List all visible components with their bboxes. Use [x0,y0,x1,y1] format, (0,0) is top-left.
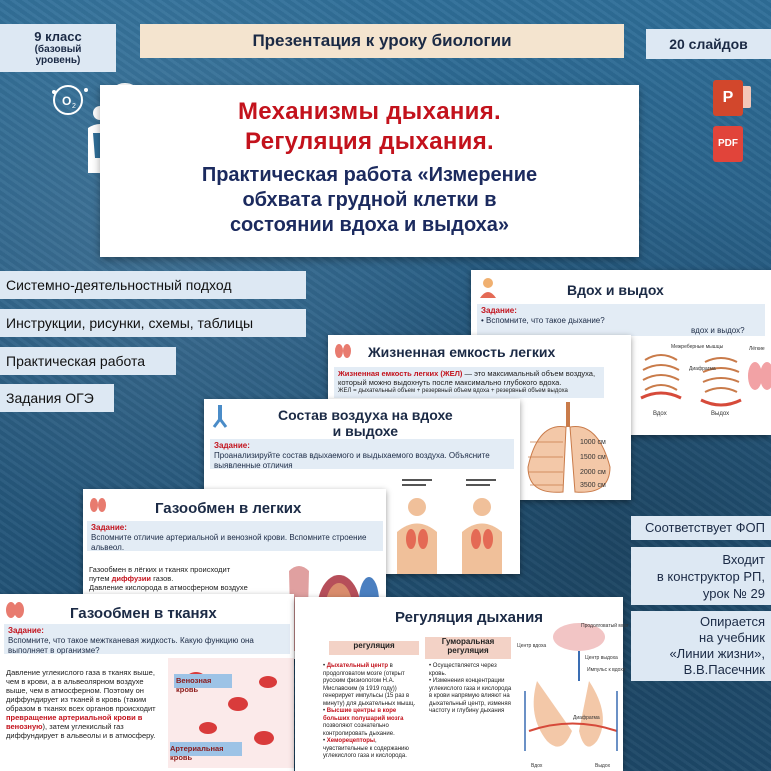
task-label: Задание: [8,626,44,635]
textbook-line2: на учебник [699,630,765,645]
lungs-icon [334,341,352,359]
lung-volume-diagram [518,397,628,497]
definition [334,367,604,398]
air-composition-figure [382,477,520,574]
title-line5: состоянии вдоха и выдоха» [229,214,510,236]
level-line1: (базовый [34,44,82,55]
svg-text:Вдох: Вдох [531,763,543,769]
task-label: Задание: [214,441,250,450]
trachea-icon [212,405,228,427]
task-box [210,439,514,469]
feature-oge: Задания ОГЭ [0,384,114,412]
slide-title [278,407,453,439]
svg-text:Вдох: Вдох [653,411,667,417]
task-label: Задание: [481,306,517,315]
task-text-2: вдох и выдох? [691,326,745,335]
svg-text:Центр выдоха: Центр выдоха [585,655,618,661]
svg-text:2000 см: 2000 см [580,469,606,476]
textbook-line3: «Линии жизни», [669,646,765,661]
svg-text:Центр вдоха: Центр вдоха [517,643,547,649]
breathing-icon [477,276,499,298]
title-line4: обхвата грудной клетки в [242,189,497,211]
task-text: • Вспомните, что такое дыхание? [481,316,605,325]
title-line2: Регуляция дыхания. [245,128,494,155]
pdf-label: PDF [718,138,738,149]
constructor-info [631,547,771,605]
constructor-line1: Входит [722,552,765,567]
slide-count-badge: 20 слайдов [646,29,771,59]
task-label: Задание: [91,523,127,532]
grade-label: 9 класс [34,29,82,44]
svg-text:3500 см: 3500 см [580,482,606,489]
definition-term: Жизненная емкость легких (ЖЕЛ) [338,369,463,378]
task-text: Проанализируйте состав вдыхаемого и выдыхаемого воздуха. Объясните выявленные отличия [214,451,490,470]
slide-title: Жизненная емкость легких [368,344,556,360]
feature-approach: Системно-деятельностный подход [0,271,306,299]
lungs-icon [89,495,107,513]
slide-title: Газообмен в тканях [70,605,217,622]
slide-title: Газообмен в легких [155,500,302,517]
constructor-line3: урок № 29 [702,586,765,601]
title-line1: Состав воздуха на вдохе [278,407,453,423]
nervous-regulation-list: • Дыхательный центр в продолговатом мозге (открыт русским физиологом Н.А. Миславским (в 1919 году)) генерирует импульсы (15 раз в минуту) для дыхательных мышц. • Высшие центры в коре больших полушарий мозга позволяют сознательно контролировать дыхание. • Хеморецепторы, чувствительные к содержанию углекислого газа и кислорода. [323,663,416,759]
constructor-line2: в конструктор РП, [656,569,765,584]
textbook-line1: Опирается [699,614,765,629]
title-line2: и выдохе [332,423,399,439]
ribcage-diagram [631,340,771,435]
svg-text:Диафрагма: Диафрагма [689,366,716,372]
task-box [477,304,765,336]
o2-label: O [62,94,72,108]
grade-badge [0,24,116,72]
title-line3: Практическая работа «Измерение [201,164,538,186]
regulation-diagram [517,621,629,771]
textbook-info [631,611,771,681]
task-box [87,521,383,551]
vc-formula: ЖЕЛ = дыхательный объем + резервный объем вдоха + резервный объем выдоха [338,388,568,394]
arterial-blood-label: Артериальная кровь [170,744,224,762]
svg-text:1000 см: 1000 см [580,439,606,446]
svg-text:Выдох: Выдох [595,763,611,769]
fop-compliance-badge: Соответствует ФОП [631,516,771,540]
task-text: Вспомните, что такое межтканевая жидкость. Какую функцию она выполняет в организме? [8,636,254,655]
pdf-file-icon[interactable] [713,126,743,162]
humoral-regulation-header: Гуморальная регуляция [425,637,511,659]
slide-title: Регуляция дыхания [395,609,544,626]
humoral-regulation-list: • Осуществляется через кровь. • Изменения концентрации углекислого газа и кислорода в крови напрямую влияют на дыхательный центр, изменяя частоту и глубину дыхания [429,663,512,714]
venous-blood-label: Венозная кровь [176,676,212,694]
svg-text:Межреберные мышцы: Межреберные мышцы [671,344,724,350]
feature-practical: Практическая работа [0,347,176,375]
tissue-exchange-text: Давление углекислого газа в тканях выше, чем в крови, а в альвеолярном воздухе выше, чем в атмосферном. Поэтому он диффундирует из тканей в кровь (таким образом в тканях всех органов происходит превращение артериальной крови в венозную), затем углекислый газ диффундирует в альвеолы и в атмосферу. [6,668,156,740]
task-text: Вспомните отличие артериальной и венозной крови. Вспомните строение альвеол. [91,533,367,552]
lungs-icon [4,598,26,620]
topic-banner: Презентация к уроку биологии [140,24,624,58]
powerpoint-file-icon[interactable]: P [713,80,743,116]
svg-text:Продолговатый мозг: Продолговатый мозг [581,623,629,629]
svg-text:1500 см: 1500 см [580,454,606,461]
definition-text: — это максимальный объем воздуха, который можно выдохнуть после максимально глубокого вдоха. [338,369,596,387]
svg-text:Выдох: Выдох [711,411,730,417]
svg-text:Диафрагма: Диафрагма [573,715,600,721]
svg-text:Лёгкие: Лёгкие [749,346,765,352]
svg-text:Импульс к вдоху: Импульс к вдоху [587,667,626,673]
textbook-line4: В.В.Пасечник [683,662,765,677]
title-card [100,85,639,257]
svg-text:2: 2 [72,103,76,110]
level-line2: уровень) [35,55,81,66]
title-line1: Механизмы дыхания. [238,98,501,125]
slide-thumb-regulation[interactable] [295,597,629,771]
task-box [4,624,290,654]
feature-materials: Инструкции, рисунки, схемы, таблицы [0,309,306,337]
slide-thumb-gas-exchange-tissue[interactable] [0,594,294,771]
nervous-regulation-header: регуляция [329,641,419,655]
slide-title: Вдох и выдох [567,282,664,298]
gas-exchange-text: Газообмен в лёгких и тканях происходит путем диффузии газов. Давление кислорода в атмосферном воздухе [89,565,248,592]
